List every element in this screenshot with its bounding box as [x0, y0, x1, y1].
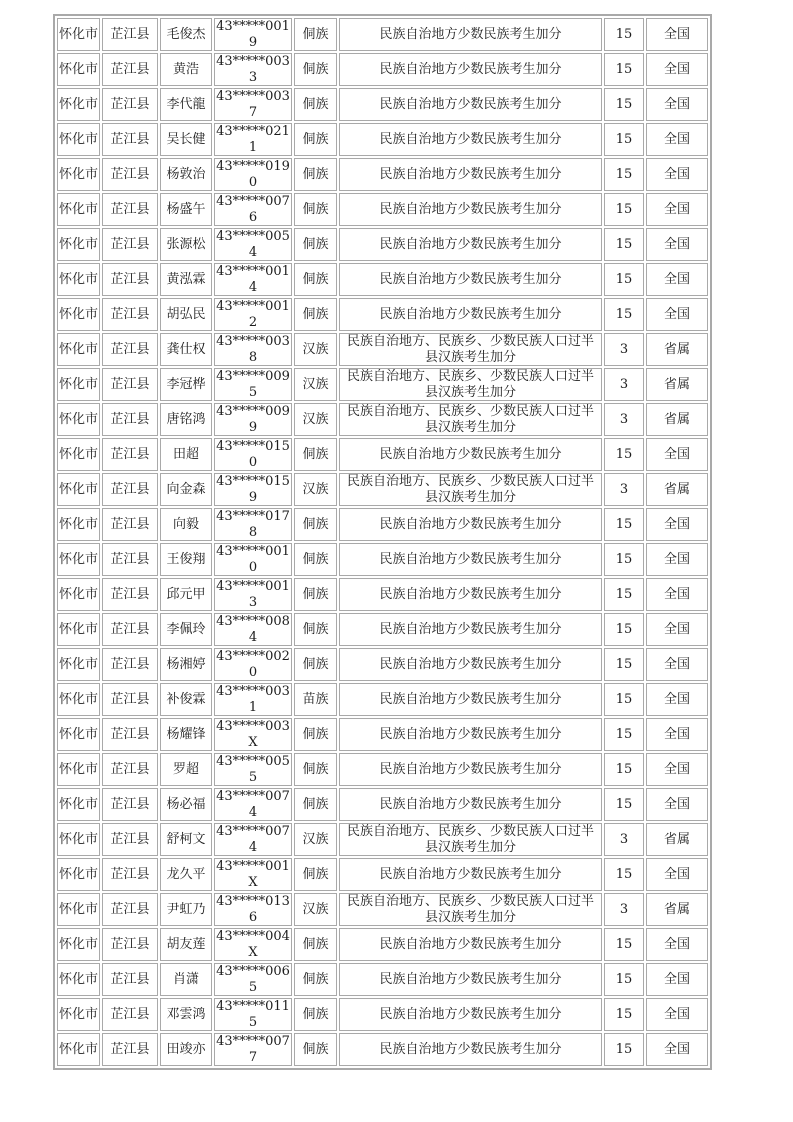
cell-masked-id: 43*****004X: [214, 928, 292, 961]
cell-bonus-reason: 民族自治地方少数民族考生加分: [339, 543, 602, 576]
table-row: [57, 508, 708, 541]
table-row: [57, 333, 708, 366]
cell-student-name: 杨敦治: [160, 158, 212, 191]
cell-ethnicity: 汉族: [294, 823, 337, 856]
cell-scope: 全国: [646, 683, 708, 716]
cell-student-name: 杨盛午: [160, 193, 212, 226]
cell-ethnicity: 侗族: [294, 718, 337, 751]
cell-scope: 全国: [646, 88, 708, 121]
cell-ethnicity: 汉族: [294, 473, 337, 506]
cell-ethnicity: 侗族: [294, 543, 337, 576]
cell-student-name: 补俊霖: [160, 683, 212, 716]
cell-city: 怀化市: [57, 53, 100, 86]
cell-bonus-points: 15: [604, 963, 644, 996]
cell-ethnicity: 汉族: [294, 333, 337, 366]
table-row: [57, 193, 708, 226]
cell-bonus-reason: 民族自治地方少数民族考生加分: [339, 228, 602, 261]
cell-city: 怀化市: [57, 193, 100, 226]
cell-bonus-reason: 民族自治地方少数民族考生加分: [339, 928, 602, 961]
cell-scope: 全国: [646, 508, 708, 541]
cell-county: 芷江县: [102, 753, 158, 786]
cell-student-name: 杨必福: [160, 788, 212, 821]
cell-city: 怀化市: [57, 368, 100, 401]
cell-scope: 全国: [646, 858, 708, 891]
cell-ethnicity: 侗族: [294, 508, 337, 541]
cell-city: 怀化市: [57, 543, 100, 576]
table-row: [57, 998, 708, 1031]
cell-ethnicity: 侗族: [294, 88, 337, 121]
table-row: [57, 963, 708, 996]
cell-county: 芷江县: [102, 858, 158, 891]
cell-bonus-points: 15: [604, 158, 644, 191]
cell-county: 芷江县: [102, 368, 158, 401]
cell-masked-id: 43*****0037: [214, 88, 292, 121]
cell-masked-id: 43*****0211: [214, 123, 292, 156]
cell-scope: 全国: [646, 963, 708, 996]
cell-student-name: 张源松: [160, 228, 212, 261]
cell-scope: 省属: [646, 333, 708, 366]
cell-bonus-reason: 民族自治地方少数民族考生加分: [339, 1033, 602, 1066]
cell-county: 芷江县: [102, 998, 158, 1031]
cell-bonus-reason: 民族自治地方少数民族考生加分: [339, 508, 602, 541]
cell-masked-id: 43*****0077: [214, 1033, 292, 1066]
cell-ethnicity: 侗族: [294, 228, 337, 261]
cell-bonus-points: 15: [604, 648, 644, 681]
cell-scope: 省属: [646, 473, 708, 506]
cell-ethnicity: 汉族: [294, 893, 337, 926]
cell-bonus-points: 15: [604, 508, 644, 541]
cell-bonus-points: 15: [604, 753, 644, 786]
cell-ethnicity: 侗族: [294, 158, 337, 191]
cell-bonus-reason: 民族自治地方少数民族考生加分: [339, 298, 602, 331]
cell-city: 怀化市: [57, 1033, 100, 1066]
cell-scope: 全国: [646, 648, 708, 681]
cell-bonus-points: 3: [604, 333, 644, 366]
cell-scope: 全国: [646, 543, 708, 576]
cell-ethnicity: 侗族: [294, 648, 337, 681]
cell-ethnicity: 侗族: [294, 53, 337, 86]
cell-bonus-reason: 民族自治地方少数民族考生加分: [339, 438, 602, 471]
cell-student-name: 田超: [160, 438, 212, 471]
cell-student-name: 黄浩: [160, 53, 212, 86]
cell-scope: 省属: [646, 823, 708, 856]
cell-bonus-points: 3: [604, 823, 644, 856]
cell-scope: 全国: [646, 613, 708, 646]
cell-scope: 全国: [646, 193, 708, 226]
cell-county: 芷江县: [102, 263, 158, 296]
cell-ethnicity: 侗族: [294, 753, 337, 786]
cell-bonus-reason: 民族自治地方少数民族考生加分: [339, 88, 602, 121]
cell-masked-id: 43*****0033: [214, 53, 292, 86]
cell-bonus-points: 15: [604, 683, 644, 716]
cell-city: 怀化市: [57, 823, 100, 856]
cell-bonus-reason: 民族自治地方、民族乡、少数民族人口过半县汉族考生加分: [339, 823, 602, 856]
cell-city: 怀化市: [57, 613, 100, 646]
cell-ethnicity: 汉族: [294, 403, 337, 436]
cell-city: 怀化市: [57, 683, 100, 716]
table-row: [57, 473, 708, 506]
table-row: [57, 718, 708, 751]
table-row: [57, 578, 708, 611]
cell-city: 怀化市: [57, 928, 100, 961]
cell-bonus-points: 15: [604, 438, 644, 471]
cell-bonus-reason: 民族自治地方少数民族考生加分: [339, 788, 602, 821]
cell-bonus-reason: 民族自治地方少数民族考生加分: [339, 263, 602, 296]
cell-county: 芷江县: [102, 823, 158, 856]
cell-bonus-points: 15: [604, 718, 644, 751]
cell-scope: 全国: [646, 438, 708, 471]
cell-city: 怀化市: [57, 648, 100, 681]
cell-bonus-points: 15: [604, 858, 644, 891]
cell-bonus-reason: 民族自治地方、民族乡、少数民族人口过半县汉族考生加分: [339, 333, 602, 366]
cell-bonus-reason: 民族自治地方、民族乡、少数民族人口过半县汉族考生加分: [339, 473, 602, 506]
cell-scope: 全国: [646, 998, 708, 1031]
cell-county: 芷江县: [102, 438, 158, 471]
table-row: [57, 788, 708, 821]
cell-scope: 全国: [646, 718, 708, 751]
table-row: [57, 928, 708, 961]
table-row: [57, 228, 708, 261]
cell-county: 芷江县: [102, 158, 158, 191]
cell-scope: 全国: [646, 123, 708, 156]
cell-ethnicity: 侗族: [294, 788, 337, 821]
table-row: [57, 1033, 708, 1066]
cell-county: 芷江县: [102, 613, 158, 646]
cell-ethnicity: 侗族: [294, 1033, 337, 1066]
cell-student-name: 李佩玲: [160, 613, 212, 646]
cell-masked-id: 43*****0014: [214, 263, 292, 296]
cell-masked-id: 43*****0150: [214, 438, 292, 471]
cell-student-name: 李冠桦: [160, 368, 212, 401]
cell-county: 芷江县: [102, 508, 158, 541]
cell-bonus-reason: 民族自治地方少数民族考生加分: [339, 158, 602, 191]
cell-student-name: 肖潇: [160, 963, 212, 996]
cell-student-name: 黄泓霖: [160, 263, 212, 296]
cell-city: 怀化市: [57, 473, 100, 506]
cell-county: 芷江县: [102, 788, 158, 821]
cell-county: 芷江县: [102, 88, 158, 121]
cell-student-name: 胡友莲: [160, 928, 212, 961]
cell-bonus-reason: 民族自治地方少数民族考生加分: [339, 613, 602, 646]
cell-student-name: 唐铭鸿: [160, 403, 212, 436]
cell-scope: 全国: [646, 158, 708, 191]
cell-county: 芷江县: [102, 963, 158, 996]
cell-county: 芷江县: [102, 333, 158, 366]
cell-bonus-reason: 民族自治地方少数民族考生加分: [339, 578, 602, 611]
cell-scope: 全国: [646, 18, 708, 51]
cell-bonus-points: 15: [604, 228, 644, 261]
cell-masked-id: 43*****0159: [214, 473, 292, 506]
cell-ethnicity: 汉族: [294, 368, 337, 401]
cell-ethnicity: 侗族: [294, 298, 337, 331]
cell-masked-id: 43*****003X: [214, 718, 292, 751]
cell-county: 芷江县: [102, 473, 158, 506]
cell-bonus-points: 15: [604, 123, 644, 156]
cell-bonus-reason: 民族自治地方少数民族考生加分: [339, 648, 602, 681]
cell-city: 怀化市: [57, 858, 100, 891]
cell-masked-id: 43*****0074: [214, 788, 292, 821]
cell-ethnicity: 侗族: [294, 963, 337, 996]
cell-city: 怀化市: [57, 963, 100, 996]
cell-scope: 全国: [646, 228, 708, 261]
cell-bonus-points: 3: [604, 473, 644, 506]
cell-student-name: 胡弘民: [160, 298, 212, 331]
cell-masked-id: 43*****0065: [214, 963, 292, 996]
cell-bonus-reason: 民族自治地方少数民族考生加分: [339, 683, 602, 716]
cell-bonus-points: 15: [604, 788, 644, 821]
cell-bonus-reason: 民族自治地方少数民族考生加分: [339, 193, 602, 226]
cell-masked-id: 43*****0031: [214, 683, 292, 716]
cell-masked-id: 43*****0012: [214, 298, 292, 331]
cell-city: 怀化市: [57, 333, 100, 366]
cell-city: 怀化市: [57, 158, 100, 191]
cell-bonus-points: 15: [604, 53, 644, 86]
cell-ethnicity: 侗族: [294, 858, 337, 891]
cell-county: 芷江县: [102, 123, 158, 156]
cell-masked-id: 43*****0115: [214, 998, 292, 1031]
table-row: [57, 613, 708, 646]
table-row: [57, 158, 708, 191]
table-row: [57, 298, 708, 331]
cell-student-name: 杨湘婷: [160, 648, 212, 681]
cell-city: 怀化市: [57, 123, 100, 156]
cell-bonus-reason: 民族自治地方少数民族考生加分: [339, 718, 602, 751]
cell-bonus-reason: 民族自治地方少数民族考生加分: [339, 858, 602, 891]
cell-city: 怀化市: [57, 263, 100, 296]
cell-student-name: 王俊翔: [160, 543, 212, 576]
table-row: [57, 123, 708, 156]
cell-student-name: 罗超: [160, 753, 212, 786]
cell-bonus-points: 3: [604, 368, 644, 401]
cell-scope: 省属: [646, 403, 708, 436]
cell-bonus-points: 15: [604, 928, 644, 961]
cell-ethnicity: 侗族: [294, 193, 337, 226]
table-row: [57, 753, 708, 786]
cell-scope: 全国: [646, 1033, 708, 1066]
cell-bonus-reason: 民族自治地方、民族乡、少数民族人口过半县汉族考生加分: [339, 893, 602, 926]
cell-bonus-reason: 民族自治地方少数民族考生加分: [339, 53, 602, 86]
cell-city: 怀化市: [57, 298, 100, 331]
cell-scope: 全国: [646, 53, 708, 86]
cell-scope: 全国: [646, 753, 708, 786]
cell-bonus-points: 15: [604, 18, 644, 51]
cell-masked-id: 43*****0076: [214, 193, 292, 226]
table-row: [57, 368, 708, 401]
cell-bonus-points: 15: [604, 578, 644, 611]
cell-bonus-reason: 民族自治地方、民族乡、少数民族人口过半县汉族考生加分: [339, 403, 602, 436]
cell-masked-id: 43*****0190: [214, 158, 292, 191]
cell-ethnicity: 苗族: [294, 683, 337, 716]
cell-scope: 全国: [646, 263, 708, 296]
cell-student-name: 舒柯文: [160, 823, 212, 856]
cell-county: 芷江县: [102, 928, 158, 961]
cell-bonus-points: 15: [604, 543, 644, 576]
cell-masked-id: 43*****0136: [214, 893, 292, 926]
cell-ethnicity: 侗族: [294, 123, 337, 156]
cell-student-name: 李代龍: [160, 88, 212, 121]
cell-masked-id: 43*****0178: [214, 508, 292, 541]
cell-city: 怀化市: [57, 508, 100, 541]
cell-county: 芷江县: [102, 1033, 158, 1066]
cell-scope: 省属: [646, 368, 708, 401]
cell-student-name: 田竣亦: [160, 1033, 212, 1066]
table-row: [57, 683, 708, 716]
bonus-candidates-table: [53, 14, 712, 1070]
table-row: [57, 893, 708, 926]
cell-masked-id: 43*****0019: [214, 18, 292, 51]
cell-masked-id: 43*****0054: [214, 228, 292, 261]
cell-county: 芷江县: [102, 683, 158, 716]
cell-bonus-points: 3: [604, 893, 644, 926]
cell-bonus-points: 15: [604, 998, 644, 1031]
cell-student-name: 毛俊杰: [160, 18, 212, 51]
cell-city: 怀化市: [57, 438, 100, 471]
cell-student-name: 邓雲鸿: [160, 998, 212, 1031]
cell-county: 芷江县: [102, 403, 158, 436]
cell-student-name: 龚仕权: [160, 333, 212, 366]
cell-student-name: 邱元甲: [160, 578, 212, 611]
cell-masked-id: 43*****001X: [214, 858, 292, 891]
cell-scope: 省属: [646, 893, 708, 926]
cell-bonus-reason: 民族自治地方、民族乡、少数民族人口过半县汉族考生加分: [339, 368, 602, 401]
cell-bonus-points: 15: [604, 263, 644, 296]
cell-ethnicity: 侗族: [294, 578, 337, 611]
table-row: [57, 18, 708, 51]
table-row: [57, 543, 708, 576]
cell-bonus-reason: 民族自治地方少数民族考生加分: [339, 963, 602, 996]
cell-county: 芷江县: [102, 18, 158, 51]
table-row: [57, 823, 708, 856]
cell-ethnicity: 侗族: [294, 438, 337, 471]
cell-scope: 全国: [646, 578, 708, 611]
table-row: [57, 858, 708, 891]
cell-county: 芷江县: [102, 53, 158, 86]
cell-masked-id: 43*****0074: [214, 823, 292, 856]
cell-bonus-points: 15: [604, 88, 644, 121]
cell-county: 芷江县: [102, 648, 158, 681]
cell-county: 芷江县: [102, 543, 158, 576]
cell-student-name: 杨耀锋: [160, 718, 212, 751]
cell-city: 怀化市: [57, 228, 100, 261]
cell-student-name: 龙久平: [160, 858, 212, 891]
cell-city: 怀化市: [57, 578, 100, 611]
cell-bonus-points: 15: [604, 193, 644, 226]
cell-county: 芷江县: [102, 193, 158, 226]
cell-ethnicity: 侗族: [294, 928, 337, 961]
cell-city: 怀化市: [57, 788, 100, 821]
cell-city: 怀化市: [57, 893, 100, 926]
cell-student-name: 尹虹乃: [160, 893, 212, 926]
cell-masked-id: 43*****0038: [214, 333, 292, 366]
cell-masked-id: 43*****0084: [214, 613, 292, 646]
cell-ethnicity: 侗族: [294, 613, 337, 646]
cell-student-name: 向毅: [160, 508, 212, 541]
cell-county: 芷江县: [102, 298, 158, 331]
cell-bonus-reason: 民族自治地方少数民族考生加分: [339, 18, 602, 51]
cell-city: 怀化市: [57, 998, 100, 1031]
cell-masked-id: 43*****0055: [214, 753, 292, 786]
cell-student-name: 向金森: [160, 473, 212, 506]
cell-student-name: 吴长健: [160, 123, 212, 156]
cell-masked-id: 43*****0099: [214, 403, 292, 436]
cell-bonus-reason: 民族自治地方少数民族考生加分: [339, 753, 602, 786]
cell-masked-id: 43*****0095: [214, 368, 292, 401]
table-row: [57, 648, 708, 681]
cell-bonus-reason: 民族自治地方少数民族考生加分: [339, 998, 602, 1031]
cell-scope: 全国: [646, 928, 708, 961]
cell-city: 怀化市: [57, 718, 100, 751]
cell-county: 芷江县: [102, 228, 158, 261]
cell-bonus-points: 15: [604, 613, 644, 646]
cell-scope: 全国: [646, 298, 708, 331]
cell-bonus-points: 15: [604, 298, 644, 331]
cell-bonus-points: 15: [604, 1033, 644, 1066]
cell-city: 怀化市: [57, 88, 100, 121]
cell-city: 怀化市: [57, 18, 100, 51]
cell-bonus-points: 3: [604, 403, 644, 436]
cell-ethnicity: 侗族: [294, 998, 337, 1031]
cell-masked-id: 43*****0013: [214, 578, 292, 611]
cell-ethnicity: 侗族: [294, 18, 337, 51]
table-row: [57, 88, 708, 121]
cell-city: 怀化市: [57, 753, 100, 786]
table-body: [57, 18, 708, 1066]
cell-masked-id: 43*****0020: [214, 648, 292, 681]
cell-city: 怀化市: [57, 403, 100, 436]
cell-masked-id: 43*****0010: [214, 543, 292, 576]
cell-ethnicity: 侗族: [294, 263, 337, 296]
cell-county: 芷江县: [102, 718, 158, 751]
cell-county: 芷江县: [102, 893, 158, 926]
cell-county: 芷江县: [102, 578, 158, 611]
table-row: [57, 263, 708, 296]
table-row: [57, 403, 708, 436]
table-row: [57, 53, 708, 86]
table-row: [57, 438, 708, 471]
cell-bonus-reason: 民族自治地方少数民族考生加分: [339, 123, 602, 156]
cell-scope: 全国: [646, 788, 708, 821]
